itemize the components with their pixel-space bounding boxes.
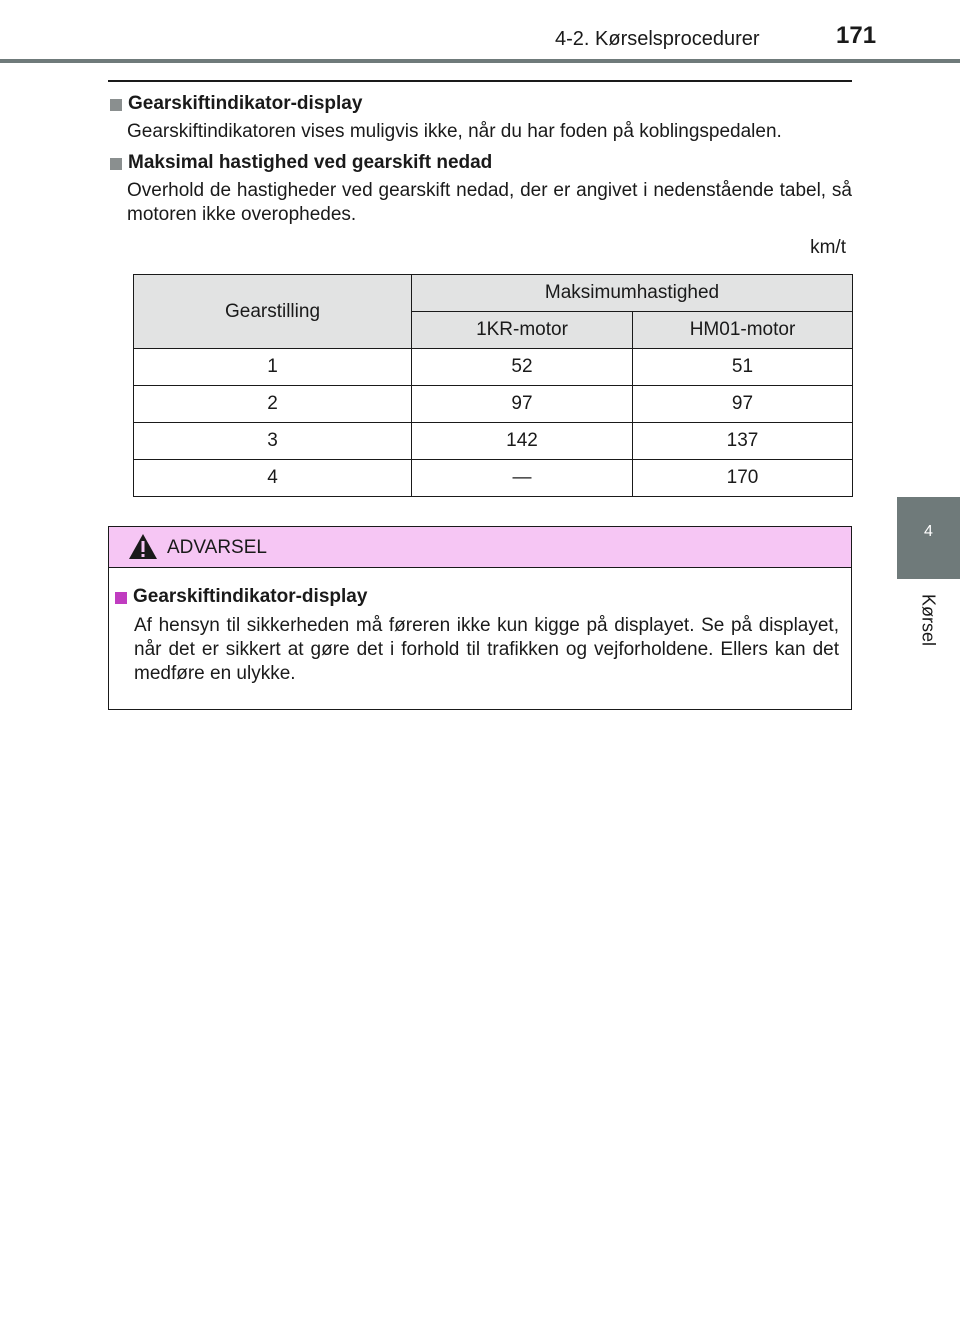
table-row [134,386,853,423]
section-heading [110,151,852,175]
section-max-speed [110,151,852,227]
square-bullet-icon [110,158,122,170]
table-cell: 4 [134,460,412,497]
table-cell: 52 [412,349,633,386]
section-heading-text: Maksimal hastighed ved gearskift nedad [128,152,493,173]
square-bullet-icon [115,592,127,604]
table-row [134,460,853,497]
header-max-speed: Maksimumhastighed [412,275,853,312]
section-gearshift-indicator [110,92,852,144]
warning-box [108,526,852,710]
chapter-label: Kørsel [918,593,939,647]
warning-triangle-icon [128,533,158,560]
table-cell: 1 [134,349,412,386]
table-row [134,423,853,460]
header-hm01: HM01-motor [633,312,853,349]
warning-title: ADVARSEL [167,537,267,558]
table-cell: 2 [134,386,412,423]
section-title: 4-2. Kørselsprocedurer [555,28,760,50]
section-body: Overhold de hastigheder ved gearskift nedad, der er angivet i nedenstående tabel, så motoren ikke overophedes. [127,180,852,225]
header-1kr: 1KR-motor [412,312,633,349]
page-number: 171 [836,22,877,49]
square-bullet-icon [110,99,122,111]
table-cell: 97 [412,386,633,423]
chapter-number: 4 [924,523,933,540]
warning-content [115,585,839,686]
table-row [134,349,853,386]
table-cell: 142 [412,423,633,460]
speed-table [133,274,853,497]
section-body: Gearskiftindikatoren vises muligvis ikke, når du har foden på koblingspedalen. [127,121,782,142]
warning-header [109,527,851,568]
table-cell: 170 [633,460,853,497]
table-cell: 137 [633,423,853,460]
unit-label: km/t [810,237,846,258]
section-heading [110,92,852,116]
table-cell: 3 [134,423,412,460]
table-cell: 97 [633,386,853,423]
table-cell: — [412,460,633,497]
header-gear: Gearstilling [134,275,412,349]
table-header-row [134,275,853,312]
chapter-tab[interactable] [897,497,960,579]
table-cell: 51 [633,349,853,386]
content-rule [108,80,852,82]
warning-heading-text: Gearskiftindikator-display [133,586,368,607]
header-rule [0,59,960,63]
section-heading-text: Gearskiftindikator-display [128,93,363,114]
warning-text: Af hensyn til sikkerheden må føreren ikke kun kigge på displayet. Se på displayet, når det er sikkert at gøre det i forhold til trafikken og vejforholdene. Ellers kan det medføre en ulykke. [134,615,839,684]
warning-heading [115,585,839,609]
